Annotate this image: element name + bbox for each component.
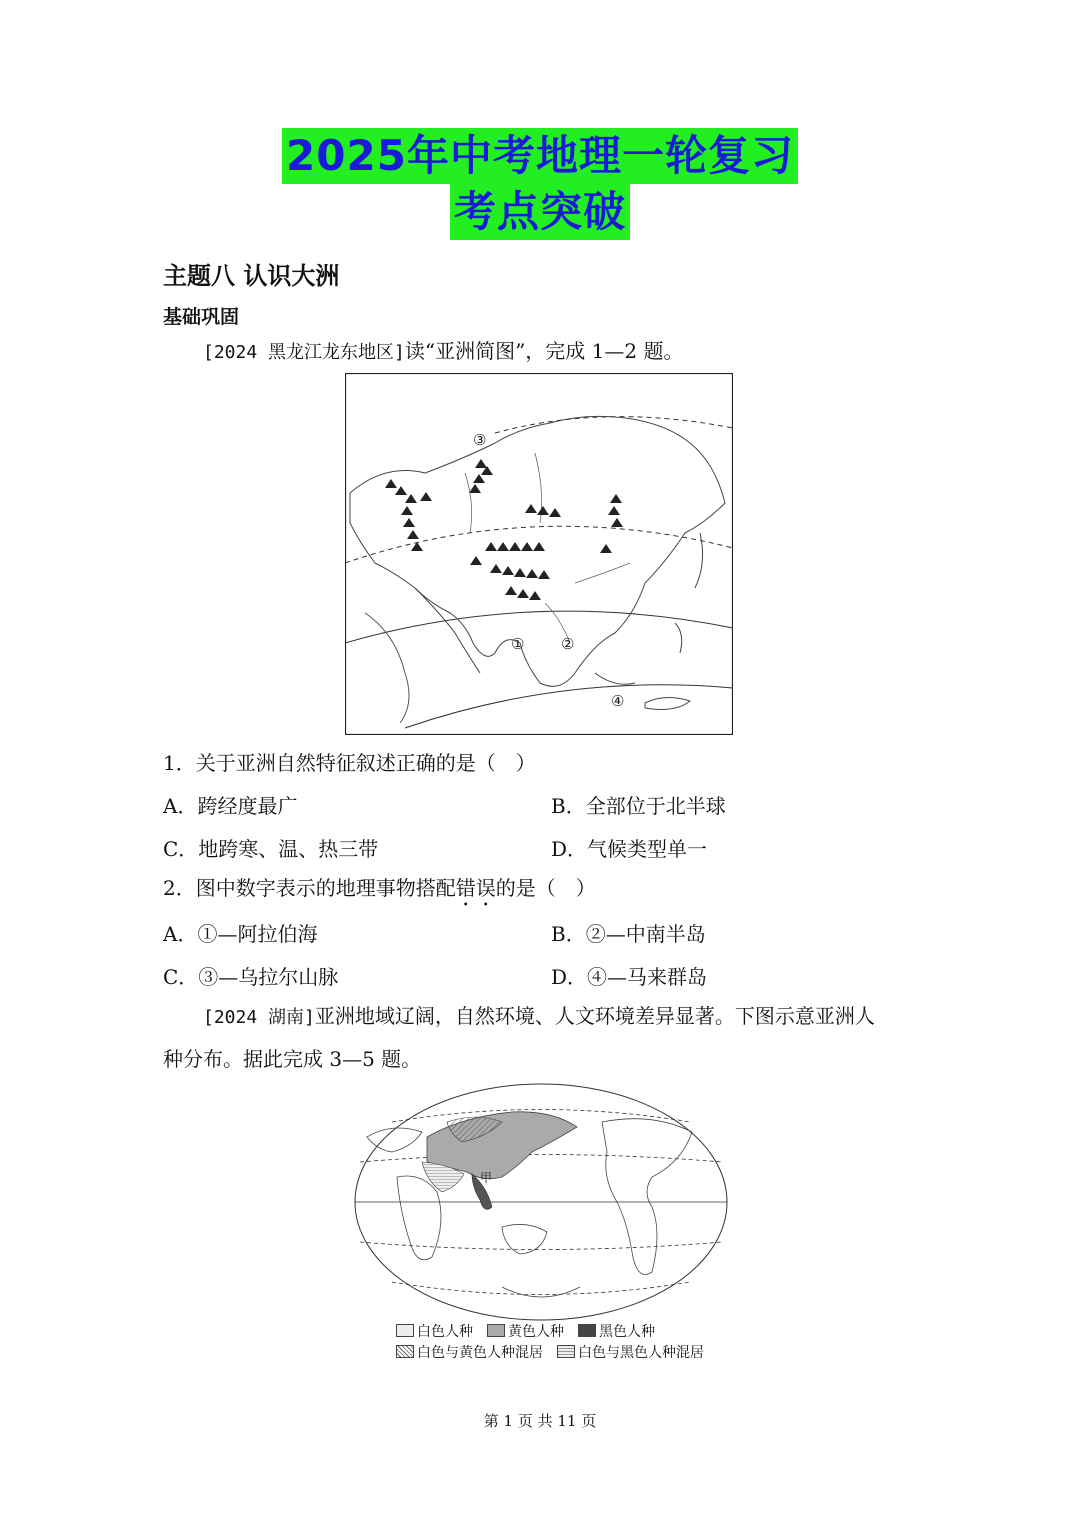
asia-map [345,373,733,735]
q1-option-c: C．地跨寒、温、热三带 [163,837,379,861]
map1-label-1: ① [511,635,525,653]
map1-label-2: ② [561,635,575,653]
q2-stem-before: 2．图中数字表示的地理事物搭配 [163,876,456,900]
q1-option-b: B．全部位于北半球 [551,794,726,818]
intro-paragraph-1 [203,337,683,367]
q2-stem-after: 的是（ ） [495,876,596,900]
question-2-stem [163,872,596,911]
source-tag-1: [2024 黑龙江龙东地区] [203,342,405,363]
legend-swatch-white-yellow [396,1345,414,1358]
q2-option-c: C．③—乌拉尔山脉 [163,965,339,989]
intro-text-2a: 亚洲地域辽阔，自然环境、人文环境差异显著。下图示意亚洲人 [314,1004,875,1028]
title-line-2: 考点突破 [450,184,630,240]
legend-label-white-black: 白色与黑色人种混居 [578,1344,704,1361]
q2-option-b: B．②—中南半岛 [551,922,706,946]
map2-legend [396,1320,704,1362]
intro-text-1: 读“亚洲简图”，完成 1—2 题。 [404,339,684,363]
question-1-stem: 1．关于亚洲自然特征叙述正确的是（ ） [163,751,536,775]
intro-text-2b: 种分布。据此完成 3—5 题。 [163,1047,422,1071]
legend-swatch-white-black [557,1345,575,1358]
intro-paragraph-2 [203,1002,923,1032]
q1-option-a: A．跨经度最广 [163,794,298,818]
legend-label-black: 黑色人种 [599,1323,655,1340]
q2-option-a: A．①—阿拉伯海 [163,922,318,946]
legend-swatch-black [578,1324,596,1337]
page-footer: 第 1 页 共 11 页 [483,1412,597,1430]
section-heading: 基础巩固 [163,306,240,328]
legend-label-white: 白色人种 [417,1323,473,1340]
legend-item-black [578,1321,655,1341]
topic-heading: 主题八 认识大洲 [163,262,340,290]
legend-swatch-white [396,1324,414,1337]
map1-label-4: ④ [611,692,625,710]
world-race-map [352,1082,730,1322]
q1-option-d: D．气候类型单一 [551,837,708,861]
q2-stem-emphasis: 错误 [455,876,496,900]
map1-label-3: ③ [473,431,487,449]
legend-label-yellow: 黄色人种 [508,1323,564,1340]
legend-swatch-yellow [487,1324,505,1337]
title-line-1: 2025年中考地理一轮复习 [282,128,798,184]
map2-label-jia: 甲 [480,1171,493,1185]
legend-label-white-yellow: 白色与黄色人种混居 [417,1344,543,1361]
legend-item-white-black [557,1342,704,1362]
legend-item-white [396,1321,473,1341]
source-tag-2: [2024 湖南] [203,1007,315,1028]
legend-item-yellow [487,1321,564,1341]
title-block [0,128,1080,240]
q2-option-d: D．④—马来群岛 [551,965,708,989]
legend-item-white-yellow [396,1342,543,1362]
